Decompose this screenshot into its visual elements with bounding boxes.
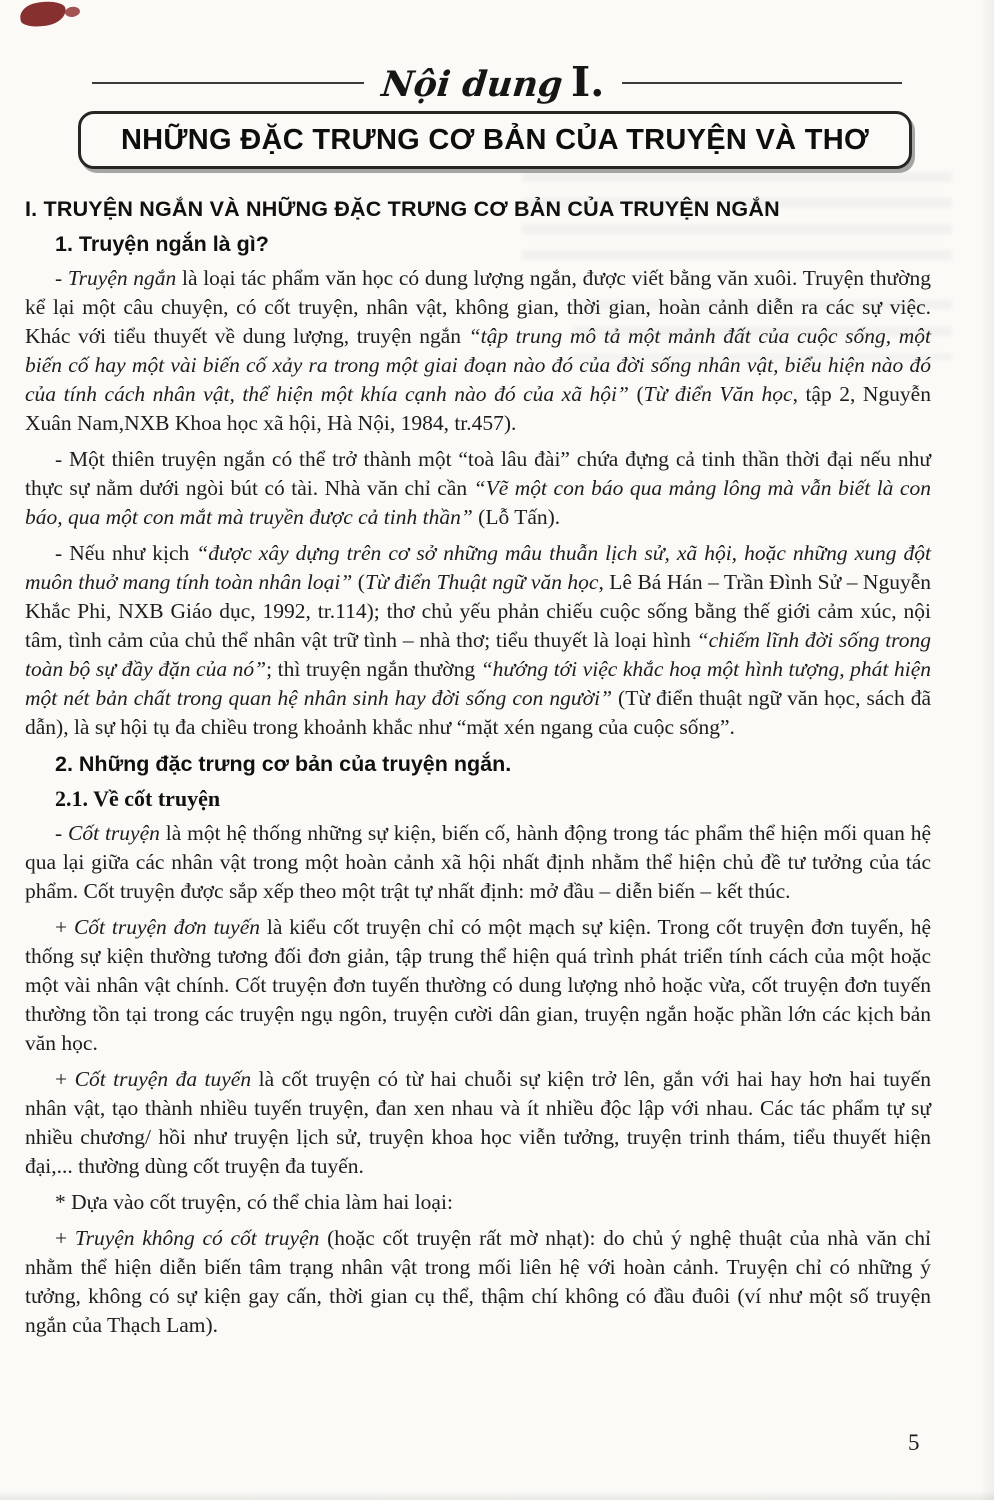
text-segment: - [55,266,68,290]
chapter-script-header [0,58,994,106]
paragraph [25,1065,931,1181]
text-segment: Cốt truyện [68,821,160,845]
text-segment: + [55,1226,75,1250]
paragraph [25,264,931,438]
text-segment: “hướng tới việc khắc hoạ một hình tượng, phát hiện một nét bản chất trong quan hệ nhân sinh hay đời sống con người” [25,657,932,710]
paragraph [25,1224,931,1340]
section-heading [25,197,931,222]
text-segment: - Nếu như kịch [55,541,197,565]
paragraph [25,819,931,906]
paragraph [25,445,931,532]
text-segment: (Lỗ Tấn). [472,505,561,529]
text-segment: “Vẽ một con báo qua mảng lông mà vẫn biết là con báo, qua một con mắt mà truyền được cả tinh thần” [25,476,931,529]
red-ink-mark [19,0,68,29]
text-segment: - Một thiên truyện ngắn có thể trở thành một “toà lâu đài” chứa đựng cả tinh thần thời đại nếu như thực sự nằm dưới ngòi bút có tài. Nhà văn chỉ cần [25,447,931,500]
text-segment: 2. Những đặc trưng cơ bản của truyện ngắn. [55,752,512,776]
text-segment: “chiếm lĩnh đời sống trong toàn bộ sự đầy đặn của nó” [25,628,931,681]
text-segment: Cốt truyện đa tuyến [74,1067,252,1091]
text-segment: * Dựa vào cốt truyện, có thể chia làm hai loại: [55,1190,453,1214]
page-body [25,197,931,1340]
text-segment: (Từ điển thuật ngữ văn học, sách đã dẫn), là sự hội tụ đa chiều trong khoảnh khắc như “mặt xén ngang của cuộc sống”. [25,686,931,739]
chapter-script-text [379,58,606,106]
chapter-numeral: I. [570,58,605,106]
text-segment: là loại tác phẩm văn học có dung lượng ngắn, được viết bằng văn xuôi. Truyện thường kể lại một câu chuyện, có cốt truyện, nhân vật, không gian, thời gian, hoàn cảnh diễn ra các sự việc. Khác với tiểu thuyết về dung lượng, truyện ngắn [25,266,931,348]
text-segment: “tập trung mô tả một mảnh đất của cuộc sống, một biến cố hay một vài biến cố xảy ra trong một giai đoạn nào đó của đời sống nhân vật, biểu hiện nào đó của tính cách nhân vật, thể hiện một khía cạnh nào đó của xã hội” [25,324,931,406]
sub-heading [25,232,931,257]
text-segment: - [55,821,69,845]
text-segment: ( [628,382,644,406]
scan-edge-shade [980,0,994,1500]
page-number: 5 [908,1430,920,1455]
text-segment: 1. Truyện ngắn là gì? [55,232,269,256]
sub-heading-serif [25,786,931,812]
text-segment: I. TRUYỆN NGẮN VÀ NHỮNG ĐẶC TRƯNG CƠ BẢN CỦA TRUYỆN NGẮN [25,197,780,221]
text-segment: là một hệ thống những sự kiện, biến cố, hành động trong tác phẩm thể hiện mối quan hệ qua lại giữa các nhân vật trong một hoàn cảnh xã hội nhất định nhằm thể hiện chủ đề tư tưởng của tác phẩm. Cốt truyện được sắp xếp theo một trật tự nhất định: mở đầu – diễn biến – kết thúc. [25,821,931,903]
chapter-title-box [78,111,912,169]
decorative-rule-left [92,82,364,84]
text-segment: Từ điển Văn học [643,382,793,406]
text-segment: Cốt truyện đơn tuyến [73,915,261,939]
text-segment: ; thì truyện ngắn thường [266,657,481,681]
chapter-title: NHỮNG ĐẶC TRƯNG CƠ BẢN CỦA TRUYỆN VÀ THƠ [120,123,870,156]
text-segment: , tập 2, Nguyễn Xuân Nam,NXB Khoa học xã hội, Hà Nội, 1984, tr.457). [25,382,931,435]
text-segment: là kiểu cốt truyện chỉ có một mạch sự kiện. Trong cốt truyện đơn tuyến, hệ thống sự kiện thường tương đối đơn giản, tập trung thể hiện quá trình phát triển tính cách của một hoặc một vài nhân vật chính. Cốt truyện đơn tuyến thường có dung lượng nhỏ hoặc vừa, cốt truyện đơn tuyến thường tồn tại trong các truyện ngụ ngôn, truyện cười dân gian, truyện ngắn hoặc phần lớn các kịch bản văn học. [25,915,931,1055]
text-segment: + [55,915,74,939]
text-segment: , Lê Bá Hán – Trần Đình Sử – Nguyễn Khắc Phi, NXB Giáo dục, 1992, tr.114); thơ chủ yếu phản chiếu cuộc sống bằng thế giới cảm xúc, nội tâm, tình cảm của chủ thể nhân vật trữ tình – nhà thơ; tiểu thuyết là loại hình [25,570,931,652]
scan-bottom-shade [0,1490,994,1500]
text-segment: + [55,1067,75,1091]
paragraph [25,539,931,742]
paragraph [25,1188,931,1217]
text-segment: Từ điển Thuật ngữ văn học [364,570,599,594]
text-segment: Truyện ngắn [67,266,177,290]
text-segment: “được xây dựng trên cơ sở những mâu thuẫn lịch sử, xã hội, hoặc những xung đột muôn thuở mang tính toàn nhân loại” [25,541,931,594]
decorative-rule-right [622,82,902,84]
text-segment: Truyện không có cốt truyện [74,1226,320,1250]
sub-heading [25,752,931,777]
text-segment: là cốt truyện có từ hai chuỗi sự kiện trở lên, gắn với hai hay hơn hai tuyến nhân vật, tạo thành nhiều tuyến truyện, đan xen nhau và ít nhiều độc lập với nhau. Các tác phẩm tự sự nhiều chương/ hồi như truyện lịch sử, truyện khoa học viễn tưởng, truyện trinh thám, tiểu thuyết hiện đại,... thường dùng cốt truyện đa tuyến. [25,1067,931,1178]
text-segment: (hoặc cốt truyện rất mờ nhạt): do chủ ý nghệ thuật của nhà văn chỉ nhằm thể hiện diễn biến tâm trạng nhân vật trong mối liên hệ với hoàn cảnh. Truyện chỉ có những ý tưởng, không có sự kiện gay cấn, thời gian cụ thể, thậm chí không có đầu đuôi (ví như một số truyện ngắn của Thạch Lam). [25,1226,931,1337]
chapter-script-label: Nội dung [379,64,565,105]
text-segment: ( [352,570,365,594]
text-segment: 2.1. Về cốt truyện [55,786,221,811]
paragraph [25,913,931,1058]
